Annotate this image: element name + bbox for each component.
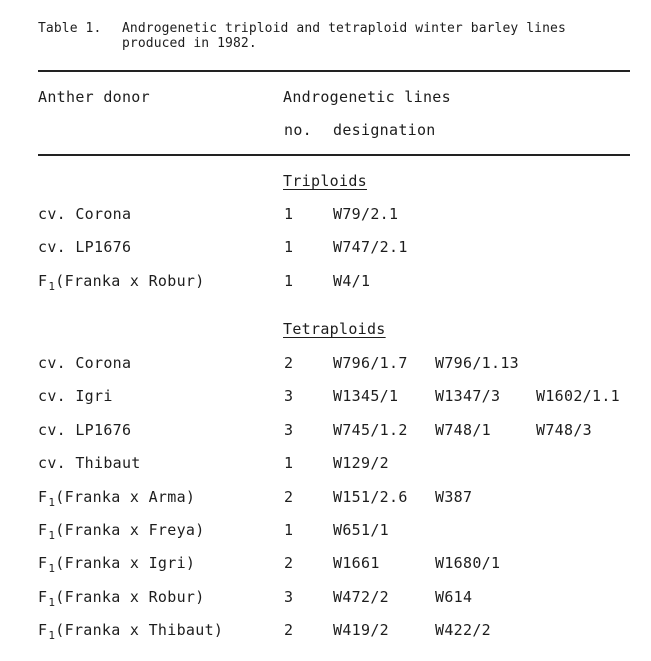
line-count-cell: 1 [284,205,294,223]
anther-donor-cell [38,588,205,608]
caption-label: Table 1. [38,21,102,36]
anther-donor-cell [38,488,195,508]
anther-donor-cell [38,387,113,405]
donor-prefix: F [38,271,48,290]
donor-prefix: F [38,487,48,506]
line-count-cell: 3 [284,420,294,439]
donor-name: cv. Igri [38,387,113,406]
table-row [0,238,651,260]
donor-name: cv. LP1676 [38,238,132,257]
donor-prefix: F [38,587,48,606]
caption-line-1: Androgenetic triploid and tetraploid winter barley lines [122,21,566,36]
line-count-cell: 1 [284,238,294,257]
line-count-cell: 2 [284,487,294,506]
line-count-cell: 3 [284,387,294,406]
anther-donor-cell [38,621,223,641]
line-count-cell: 2 [284,354,294,372]
header-no: no. [284,121,312,139]
anther-donor-cell [38,554,195,574]
donor-prefix: F [38,621,48,640]
donor-name: (Franka x Robur) [55,271,205,290]
designation-cell-1: W151/2.6 [333,487,408,506]
table-row [0,621,651,643]
designation-cell-2: W387 [435,487,473,506]
line-count-cell: 3 [284,587,294,606]
designation-cell-1: W651/1 [333,521,389,539]
header-anther-donor: Anther donor [38,88,150,106]
table-row [0,488,651,510]
designation-cell-2: W614 [435,587,473,606]
table-row [0,387,651,409]
donor-subscript: 1 [48,279,56,293]
donor-name: (Franka x Freya) [55,521,205,539]
line-count-cell: 2 [284,621,294,640]
designation-cell-2: W796/1.13 [435,354,519,372]
donor-name: (Franka x Robur) [55,587,205,606]
donor-subscript: 1 [48,595,56,609]
line-count-cell: 1 [284,521,294,539]
designation-cell-1: W129/2 [333,454,389,473]
designation-cell-1: W796/1.7 [333,354,408,372]
header-androgenetic-lines: Androgenetic lines [283,88,451,106]
table-row [0,454,651,476]
caption-line-2: produced in 1982. [122,36,257,51]
anther-donor-cell [38,205,131,223]
line-count-cell: 1 [284,271,294,290]
designation-cell-3: W1602/1.1 [536,387,620,406]
header-rule [38,154,630,156]
anther-donor-cell [38,521,205,541]
anther-donor-cell [38,272,205,292]
donor-prefix: F [38,554,48,573]
designation-cell-3: W748/3 [536,420,592,439]
table-row [0,354,651,376]
table-row [0,272,651,294]
anther-donor-cell [38,454,141,472]
designation-cell-1: W419/2 [333,621,389,640]
designation-cell-1: W472/2 [333,587,389,606]
designation-cell-1: W4/1 [333,271,371,290]
anther-donor-cell [38,354,131,372]
donor-prefix: F [38,521,48,539]
donor-name: (Franka x Arma) [55,487,196,506]
table-row [0,588,651,610]
designation-cell-2: W1680/1 [435,554,501,573]
designation-cell-1: W747/2.1 [333,238,408,257]
designation-cell-1: W745/1.2 [333,420,408,439]
designation-cell-1: W79/2.1 [333,205,399,223]
donor-name: (Franka x Thibaut) [55,621,224,640]
table-row [0,554,651,576]
donor-subscript: 1 [48,529,56,542]
donor-subscript: 1 [48,495,56,509]
designation-cell-2: W422/2 [435,621,491,640]
table-row [0,205,651,227]
anther-donor-cell [38,421,131,439]
table-row [0,421,651,443]
top-rule [38,70,630,72]
section-title-tetraploids: Tetraploids [283,320,386,338]
donor-name: cv. Corona [38,205,132,223]
donor-name: cv. Corona [38,354,132,372]
designation-cell-1: W1661 [333,554,380,573]
donor-subscript: 1 [48,562,56,576]
table-row [0,521,651,543]
line-count-cell: 1 [284,454,294,473]
donor-name: cv. Thibaut [38,454,141,473]
anther-donor-cell [38,238,131,256]
header-designation: designation [333,121,436,139]
line-count-cell: 2 [284,554,294,573]
designation-cell-2: W748/1 [435,420,491,439]
donor-name: (Franka x Igri) [55,554,196,573]
table-caption [38,21,566,51]
designation-cell-1: W1345/1 [333,387,399,406]
donor-subscript: 1 [48,629,56,643]
donor-name: cv. LP1676 [38,420,132,439]
section-title-triploids: Triploids [283,172,367,190]
designation-cell-2: W1347/3 [435,387,501,406]
